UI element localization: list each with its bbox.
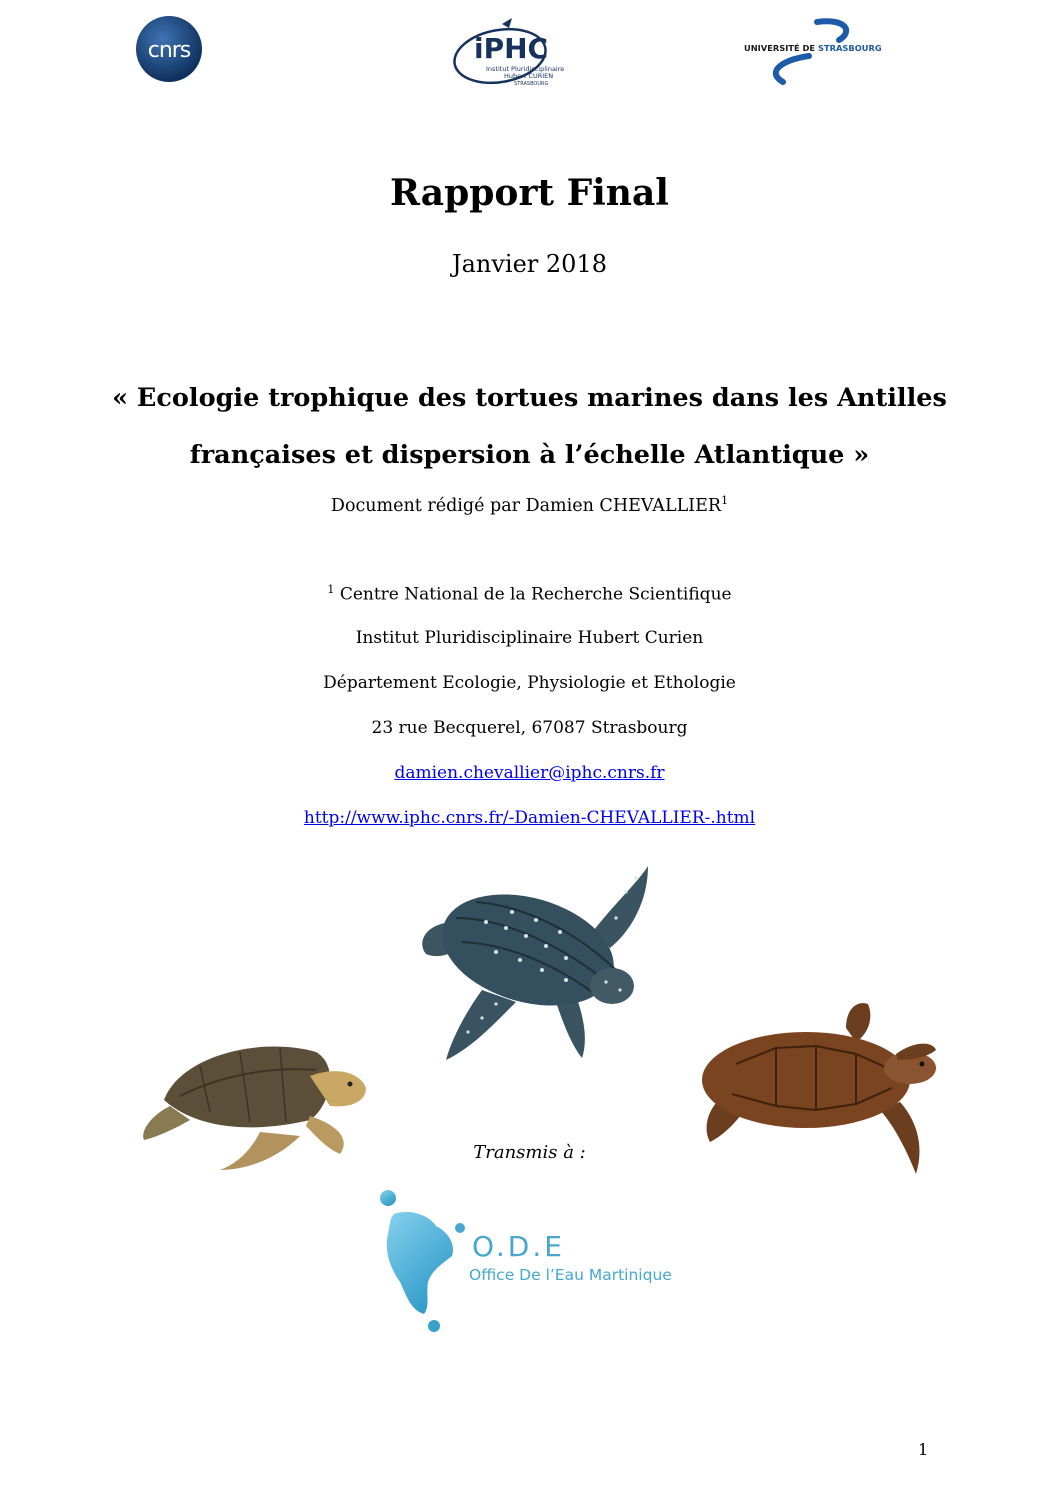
author-line xyxy=(0,494,1059,516)
unistra-logo-part1: UNIVERSITÉ DE xyxy=(744,43,818,53)
iphc-logo xyxy=(452,18,565,88)
website-link[interactable]: http://www.iphc.cnrs.fr/-Damien-CHEVALLIER-.html xyxy=(303,808,756,828)
iphc-logo-line2: Hubert CURIEN xyxy=(504,72,554,80)
subtitle-line-2: françaises et dispersion à l’échelle Atlantique » xyxy=(189,440,870,470)
author-footnote-mark: 1 xyxy=(721,494,729,507)
unistra-logo-text xyxy=(744,42,882,53)
unistra-logo xyxy=(743,18,895,86)
leatherback-turtle-illustration xyxy=(416,862,652,1066)
author-text: Document rédigé par Damien CHEVALLIER xyxy=(330,495,722,516)
transmitted-to-label: Transmis à : xyxy=(473,1142,586,1163)
iphc-logo-line1: Institut Pluridisciplinaire xyxy=(486,65,565,73)
logo-bar xyxy=(0,0,1059,100)
iphc-logo-text: iPHC xyxy=(474,32,549,65)
affiliation-email-row xyxy=(0,763,1059,783)
report-date: Janvier 2018 xyxy=(451,250,607,278)
unistra-logo-part2: STRASBOURG xyxy=(817,43,882,53)
cnrs-logo xyxy=(135,15,203,83)
affiliation-org xyxy=(0,583,1059,605)
report-subtitle xyxy=(100,370,959,484)
iphc-logo-line3: STRASBOURG xyxy=(514,81,549,87)
subtitle-line-1: « Ecologie trophique des tortues marines dans les Antilles xyxy=(112,383,947,413)
email-link[interactable]: damien.chevallier@iphc.cnrs.fr xyxy=(394,763,665,783)
cnrs-logo-text: cnrs xyxy=(147,38,191,63)
affiliation-institute: Institut Pluridisciplinaire Hubert Curien xyxy=(355,628,704,648)
ode-drop-icon xyxy=(370,1186,480,1336)
report-title: Rapport Final xyxy=(390,172,669,214)
affiliation-address: 23 rue Becquerel, 67087 Strasbourg xyxy=(371,718,688,738)
ode-logo-title: O.D.E xyxy=(472,1230,565,1263)
ode-logo-subtitle: Office De l’Eau Martinique xyxy=(469,1266,672,1284)
ode-logo xyxy=(370,1186,690,1336)
affiliation-org-text: Centre National de la Recherche Scientifique xyxy=(339,584,732,605)
page-number: 1 xyxy=(918,1440,929,1459)
affiliation-url-row xyxy=(0,808,1059,828)
affiliation-department: Département Ecologie, Physiologie et Ethologie xyxy=(323,673,736,693)
affiliation-footnote-mark: 1 xyxy=(327,583,335,596)
